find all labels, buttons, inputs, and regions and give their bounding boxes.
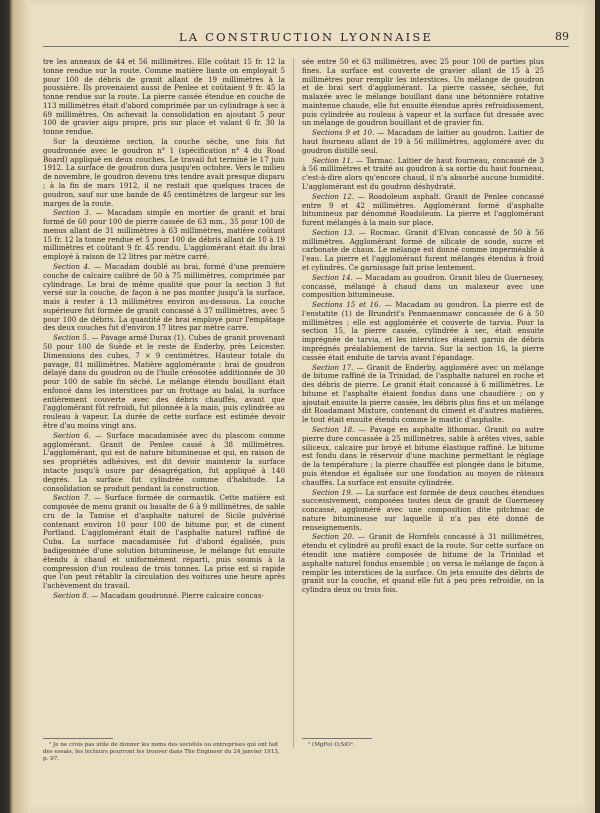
section-heading: Section 13. [312, 227, 355, 237]
section-heading: Section 8. [53, 590, 90, 600]
paragraph-text: — Macadam doublé au brai, formé d'une première couche de calcaire calibré de 50 à 75 millimètres, comprimée par cylindrage. Le brai de même qualité que pour la section 3 fut versé sur la couche, de façon à ne pas monter jusqu'à la surface, mais à rester à 13 millimètres environ au-dessous. La couche supérieure fut formée de granit concassé à 37 millimètres, avec 5 pour 100 de débris. La quantité de brai employé pour l'empâtage des deux couches fut d'environ 17 litres par mètre carré. [43, 261, 285, 333]
paragraph-text: tre les anneaux de 44 et 56 millimètres. Elle coûtait 15 fr. 12 la tonne rendue sur la route. Comme matière liante on employait 5 pour 100 de débris de granit allant de 19 millimètres à la poussière. Ils provenaient aussi de Penlee et coûtaient 9 fr. 45 la tonne rendue sur la route. La pierre cassée étendue en couche de 113 millimètres était d'abord comprimée par un cylindrage à sec à 69 millimètres. On achevait la consolidation en ajoutant 5 pour 100 de gravier aigu propre, pris sur place et valant 6 fr. 30 la tonne rendue. [43, 57, 285, 137]
footnote-right [302, 738, 544, 749]
section-heading: Section 5. [53, 333, 90, 343]
paragraph-text: sée entre 50 et 63 millimètres, avec 25 pour 100 de parties plus fines. La surface est couverte de gravier allant de 15 à 25 millimètres pour remplir les interstices. Un mélange de goudron et de brai sert d'agglomérant. La pierre cassée, séchée, fut malaxée avec le mélange bouillant dans une bétonnière rotative maintenue chaude, elle fut ensuite étendue après refroidissement, puis cylindrée au rouleau à vapeur et la surface fut dressée avec un mélange de goudron bouillant et de gravier fin. [302, 57, 544, 128]
paragraph [43, 592, 285, 601]
paragraph [302, 129, 544, 155]
running-title: LA CONSTRUCTION LYONNAISE [178, 30, 434, 44]
section-heading: Section 7. [53, 493, 91, 503]
paragraph [43, 432, 285, 493]
paragraph-text: — Surface formée de cormastik. Cette matière est composée de menu granit ou basalte de 6 à 9 millimètres, de sable cru de la Tamise et d'asphalte naturel de Sicile pulvérisé contenant environ 10 pour 100 de bitume pur, et de ciment Portland. L'agglomérant était de l'asphalte naturel raffiné de Cuba. La surface macadamisée fut d'abord égalisée, puis badigeonnée d'une solution bitumineuse, le mélange fut ensuite étendu à chaud et uniformément réparti, puis soumis à la compression d'un rouleau de trois tonnes. La prise est si rapide que l'on peut rétablir la circulation des voitures une heure après l'achèvement du travail. [43, 493, 286, 591]
paragraph [43, 263, 285, 333]
paragraph [43, 494, 285, 591]
section-heading: Section 17. [312, 362, 354, 372]
footnote-left [43, 738, 285, 763]
paragraph [43, 138, 285, 208]
paragraph-text: — Macadam goudronné. Pierre calcaire concas- [89, 590, 264, 600]
section-heading: Section 6. [53, 430, 91, 440]
paragraph [302, 364, 544, 425]
footnote-text: ¹ (MgFe) O,SiO². [308, 742, 355, 748]
paragraph-text: — Roadoleum asphalt. Granit de Penlee concassé entre 9 et 42 millimètres. Agglomérant formé d'asphalte bitumineux par dénommé Roadoleum. La pierre et l'agglomérant furent mélangés à la main sur place. [302, 191, 544, 228]
paragraph [302, 301, 544, 362]
column-divider [293, 58, 294, 748]
footnote-rule [43, 738, 113, 739]
paragraph-text: — Macadam au goudron. La pierre est de l'enstatite (1) de Brundrit's Penmaenmawr concassée de 6 à 50 millimètres ; elle est agglomérée et couverte de tarvia. Pour la section 15, la pierre cassée, cylindrée à sec, était ensuite imprégnée de tarvia, et les interstices étaient garnis de débris imprégnés préalablement de tarvia. Sur la section 16, la pierre cassée était enduite de tarvia avant l'épandage. [302, 300, 544, 362]
section-heading: Sections 9 et 10. [312, 128, 375, 138]
right-column [302, 58, 544, 596]
section-heading: Section 18. [312, 425, 355, 435]
paragraph-text: — Rocmac. Granit d'Elvan concassé de 50 à 56 millimètres. Agglomérant formé de silicate de soude, sucre et carbonate de chaux. Le mélange est donné comme imperméable à l'eau. La pierre et l'agglomérant furent mélangés étendus à froid et cylindrés. Ce garnissage fait prise lentement. [302, 227, 545, 272]
paragraph-text: — Granit de Hornfels concassé à 31 millimètres, étendu et cylindré au profil exact de la route. Sur cette surface on étendit une matière composée de bitume de la Trinidad et asphalte naturel fondus ensemble ; on versa le mélange de façon à remplir les interstices de la surface. On jeta ensuite des débris de granit sur la couche, et quand elle fut à peu près refroidie, on la cylindra deux ou trois fois. [302, 532, 544, 595]
paragraph-text: — Macadam au goudron. Granit bleu de Guernesey, concassé, mélangé à chaud dans un malaxeur avec une composition bitumineuse. [302, 272, 544, 300]
section-heading: Section 3. [53, 208, 92, 218]
binding-edge [3, 0, 31, 813]
section-heading: Sections 15 et 16. [312, 300, 381, 310]
section-heading: Section 20. [312, 532, 355, 542]
paragraph-text: — Macadam de laitier au goudron. Laitier de haut fourneau allant de 19 à 56 millimètres, aggloméré avec du goudron distillé seul. [302, 128, 544, 155]
left-column [43, 58, 285, 602]
paragraph [43, 334, 285, 431]
paragraph-text: — Surface macadamisée avec du plascom comme agglomérant. Granit de Penlee cassé à 38 millimètres. L'agglomérant, qui est de nature bitumineuse et qui, en raison de ses propriétés adhésives, est dit devoir maintenir la surface intacte jusqu'à usure par désagrégation, fut appliqué à 140 degrés. La surface fut cylindrée comme d'habitude. La consolidation se produit pendant la construction. [43, 430, 285, 493]
section-heading: Section 4. [53, 261, 91, 271]
paragraph [43, 58, 285, 137]
paragraph [43, 209, 285, 262]
section-heading: Section 12. [312, 191, 354, 201]
paragraph-text: — La surface est formée de deux couches étendues successivement, composées toutes deux de granit de Guernesey concassé, aggloméré avec une composition dite pitchmac de nature bitumineuse sur laquelle il n'a pas été donné de renseignements. [302, 487, 544, 532]
paragraph [302, 533, 544, 594]
section-heading: Section 19. [312, 487, 353, 497]
section-heading: Section 14. [312, 272, 353, 282]
paragraph [302, 193, 544, 228]
page-header [43, 30, 569, 47]
paragraph-text: — Tarmac. Laitier de haut fourneau, concassé de 3 à 56 millimètres et traité au goudron à sa sortie du haut fourneau, c'est-à-dire alors qu'encore chaud, il n'a absorbé aucune humidité. L'agglomérant est du goudron déshydraté. [302, 155, 544, 191]
paragraph [302, 426, 544, 487]
paragraph-text: — Pavage en asphalte lithomac. Granit ou autre pierre dure concassée à 25 millimètres, sable à arêtes vives, sable siliceux, calcaire pur broyé et bitume élastique raffiné. Le bitume est fondu dans le réservoir d'une machine permettant le réglage de la température ; la pierre chauffée est plongée dans le bitume, puis étendue et égalisée sur une fondation au moyen de râteaux chauffés. La surface est ensuite cylindrée. [302, 425, 544, 487]
paragraph [302, 274, 544, 300]
paragraph-text: — Pavage armé Durax (1). Cubes de granit provenant 50 pour 100 de Suède et le reste de Enderby, près Leicester. Dimensions des cubes, 7 × 9 centimètres. Hauteur totale du pavage, 81 millimètres. Matière agglomérante : brai de goudron délayé dans du goudron ou de l'huile créosotée additionnée de 30 pour 100 de sable fin séché. Le mélange étendu bouillant était enfoncé dans les interstices par un frottage au balai, la surface entièrement couverte avec des débris chauffés, avant que l'agglomérant fût refroidi, fut pilonnée à la main, puis cylindrée au rouleau à vapeur. La durée de cette surface est estimée devoir être d'au moins vingt ans. [43, 333, 285, 431]
footnote-text: ¹ Je ne crois pas utile de donner les noms des sociétés ou entreprises qui ont fait des essais, les lecteurs pourront les trouver dans The Engineer du 24 janvier 1913, p. 97. [43, 742, 280, 763]
paragraph [302, 58, 544, 128]
paragraph [302, 157, 544, 192]
paragraph-text: Sur la deuxième section, la couche sèche, une fois fut goudronnée avec le goudron n° 1 (spécification n° 4 du Road Board) appliqué en deux couches. Le travail fut terminé le 17 juin 1912. La surface de goudron dura jusqu'en octobre. Vers le milieu de novembre, le goudron devenu très tendre avait presque disparu ; à la fin de mars 1912, il ne restait que quelques traces de goudron, sauf sur une bande de 45 centimètres de largeur sur les marges de la route. [43, 137, 285, 208]
page-number: 89 [555, 30, 569, 43]
paragraph [302, 229, 544, 273]
footnote-rule [302, 738, 372, 739]
paragraph-text: — Macadam simple en mortier de granit et brai formé de 60 pour 100 de pierre cassée de 63 mm., 35 pour 100 de menus allant de 31 millimètres à 63 millimètres, matière coûtant 15 fr. 12 la tonne rendue et 5 pour 100 de débris allant de 10 à 19 millimètres et coûtant 9 fr. 45 rendu. L'agglomérant était du brai employé à raison de 12 litres par mètre carré. [43, 208, 286, 262]
paragraph-text: — Granit de Enderby, aggloméré avec un mélange de bitume raffiné de la Trinidad, de l'asphalte naturel en roche et des débris de pierre. Le granit était concassé à 6 millimètres. Le bitume et l'asphalte étaient fondus dans une chaudière ; on y ajoutait ensuite la pierre cassée, les débris plus fins et un mélange dit Roadamant Mixture, contenant du ciment et d'autres matières, le tout était ensuite étendu comme le mastic d'asphalte. [302, 362, 544, 425]
section-heading: Section 11. [312, 155, 354, 165]
paragraph [302, 489, 544, 533]
page [3, 0, 595, 813]
